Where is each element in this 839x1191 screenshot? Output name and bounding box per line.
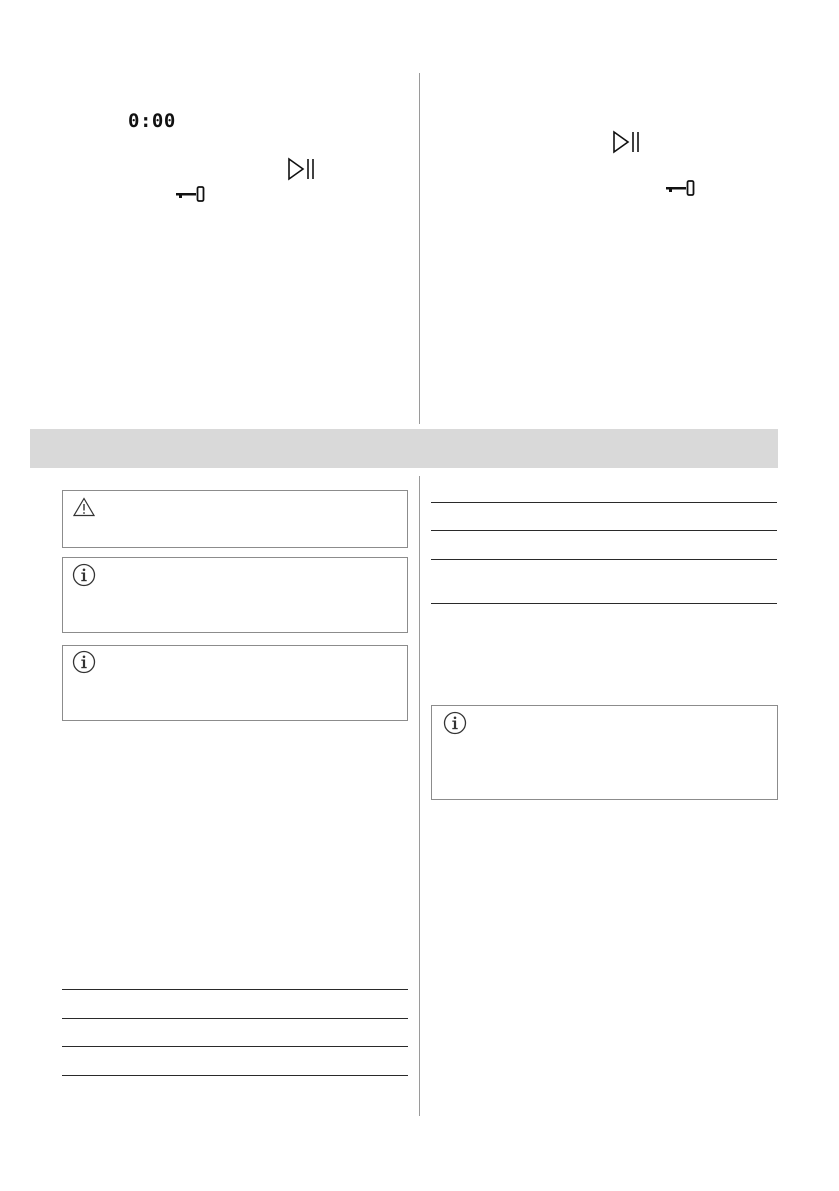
table-rule [431,559,777,560]
child-lock-key-icon [665,179,697,197]
info-circle-icon [72,563,96,587]
info-circle-icon [443,711,467,735]
time-display-readout: 0:00 [128,110,176,132]
warning-triangle-icon [73,497,95,517]
info-box [62,645,408,721]
table-rule [62,1046,408,1047]
column-divider-bottom [419,476,420,1116]
table-rule [62,989,408,990]
table-rule [431,502,777,503]
warning-box [62,490,408,548]
table-rule [62,1075,408,1076]
start-pause-icon [287,157,317,181]
info-box [62,557,408,633]
section-header-banner [30,429,778,468]
info-box [431,705,778,800]
child-lock-key-icon [175,185,207,203]
info-circle-icon [72,650,96,674]
table-rule [62,1018,408,1019]
column-divider-top [419,73,420,424]
table-rule [431,603,777,604]
start-pause-icon [612,130,642,154]
table-rule [431,530,777,531]
